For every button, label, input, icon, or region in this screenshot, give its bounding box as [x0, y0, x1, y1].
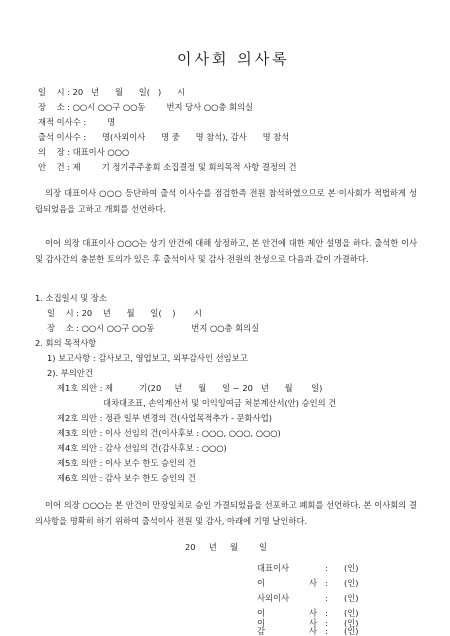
signature-role-director: 이 사: [257, 608, 317, 618]
registered-directors-line: 재적 이사수 : 명: [38, 117, 116, 127]
signature-role-director: 이 사: [257, 618, 317, 628]
signature-seal: (인): [344, 578, 359, 588]
document-title: 이사회 의사록: [177, 50, 290, 68]
signature-colon: :: [325, 608, 328, 618]
resolution-5: 제5호 의안 : 이사 보수 한도 승인의 건: [57, 458, 196, 468]
discussion-paragraph: 이어 의장 대표이사 ○○○는 상기 안건에 대해 상정하고, 본 안건에 대한 제안 설명을 하다. 출석한 이사 및 감사간의 충분한 토의가 있은 후 출석이사 및 감사 전원의 찬성으로 다음과 같이 가결하다.: [35, 238, 417, 264]
signature-seal: (인): [344, 608, 359, 618]
meeting-date-line: 일 시 : 20 년 월 일( ) 시: [38, 87, 186, 97]
signature-role-ceo: 대표이사: [257, 563, 290, 573]
signature-colon: :: [325, 626, 328, 636]
resolution-4: 제4호 의안 : 감사 선임의 건(감사후보 : ○○○): [57, 443, 227, 453]
agenda-line: 안 건 : 제 기 정기주주총회 소집결정 및 회의목적 사항 결정의 건: [38, 162, 297, 172]
meeting-place-line: 장 소 : ○○시 ○○구 ○○동 번지 당사 ○○층 회의실: [38, 102, 254, 112]
resolution-2: 제2호 의안 : 정관 일부 변경의 건(사업목적추가 - 문화사업): [57, 413, 272, 423]
signature-colon: :: [325, 563, 328, 573]
signature-role-director: 이 사: [257, 578, 317, 588]
signature-seal: (인): [344, 593, 359, 603]
signature-role-auditor: 감 사: [257, 626, 317, 636]
resolution-1: 제1호 의안 : 제 기(20 년 월 일 ~ 20 년 월 일): [57, 383, 323, 393]
chairperson-line: 의 장 : 대표이사 ○○○: [38, 147, 130, 157]
attending-directors-line: 출석 이사수 : 명(사외이사 명 중 명 참석), 감사 명 참석: [38, 132, 290, 142]
resolution-1-detail: 대차대조표, 손익계산서 및 이익잉여금 처분계산서(안) 승인의 건: [103, 398, 337, 408]
signature-colon: :: [325, 578, 328, 588]
resolution-6: 제6호 의안 : 감사 보수 한도 승인의 건: [57, 473, 196, 483]
signature-seal: (인): [344, 563, 359, 573]
signature-colon: :: [325, 593, 328, 603]
report-items: 1) 보고사항 : 감사보고, 영업보고, 외부감사인 선임보고: [47, 353, 248, 363]
signature-seal: (인): [344, 618, 359, 628]
section-convening: 1. 소집일시 및 장소: [35, 293, 107, 303]
convening-place: 장 소 : ○○시 ○○구 ○○동 번지 ○○층 회의실: [47, 323, 260, 333]
resolution-3: 제3호 의안 : 이사 선임의 건(이사후보 : ○○○, ○○○, ○○○): [57, 428, 281, 438]
convening-date: 일 시 : 20 년 월 일( ) 시: [47, 308, 202, 318]
opening-paragraph: 의장 대표이사 ○○○ 등단하여 출석 이사수를 점검한즉 전원 참석하였으므로 본 이사회가 적법하게 성립되었음을 고하고 개회를 선언하다.: [35, 188, 417, 214]
closing-paragraph: 이어 의장 ○○○는 본 안건이 만장일치로 승인 가결되었음을 선포하고 폐회를 선언하다. 본 이사회의 결의사항을 명확히 하기 위하여 출석이사 전원 및 감사, 아래에 기명 날인하다.: [35, 500, 417, 526]
agenda-items-heading: 2). 부의안건: [47, 368, 93, 378]
closing-date: 20 년 월 일: [185, 542, 268, 552]
signature-seal: (인): [344, 626, 359, 636]
section-purpose: 2. 회의 목적사항: [35, 338, 97, 348]
signature-colon: :: [325, 618, 328, 628]
signature-role-outside-director: 사외이사: [257, 593, 290, 603]
